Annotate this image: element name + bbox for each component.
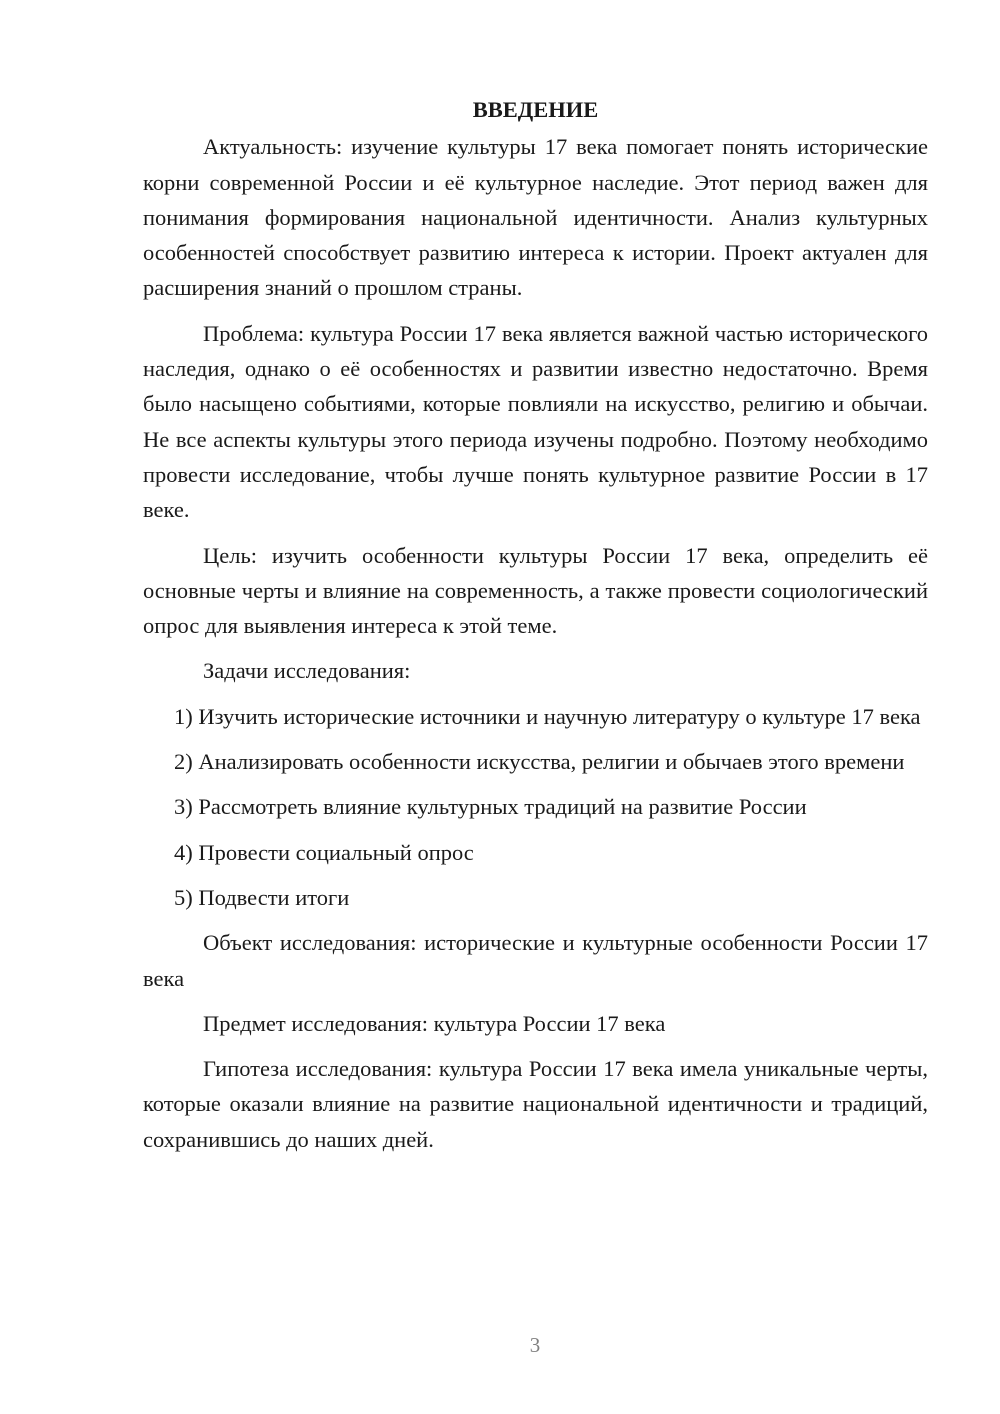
section-heading: ВВЕДЕНИЕ [472,97,599,122]
task-item-3: 3) Рассмотреть влияние культурных традиций на развитие России [174,794,807,820]
tasks-label: Задачи исследования: [203,658,411,684]
task-item-1: 1) Изучить исторические источники и научную литературу о культуре 17 века [174,703,921,729]
paragraph-subject: Предмет исследования: культура России 17 века [203,1010,666,1036]
page-number: 3 [529,1333,541,1357]
task-item-2: 2) Анализировать особенности искусства, религии и обычаев этого времени [174,749,905,775]
paragraph-object: Объект исследования: исторические и культурные особенности России 17 века [143,930,928,991]
paragraph-hypothesis: Гипотеза исследования: культура России 17 века имела уникальные черты, которые оказали влияние на развитие национальной идентичности и традиций, сохранившись до наших дней. [143,1056,928,1152]
paragraph-relevance: Актуальность: изучение культуры 17 века помогает понять исторические корни современной России и её культурное наследие. Этот период важен для понимания формирования национальной идентичности. Анализ культурных особенностей способствует развитию интереса к истории. Проект актуален для расширения знаний о прошлом страны. [143,134,928,301]
task-list [143,699,928,915]
paragraph-goal: Цель: изучить особенности культуры России 17 века, определить её основные черты и влияние на современность, а также провести социологический опрос для выявления интереса к этой теме. [143,542,928,639]
paragraph-problem: Проблема: культура России 17 века является важной частью исторического наследия, однако о её особенностях и развитии известно недостаточно. Время было насыщено событиями, которые повлияли на искусство, религию и обычаи. Не все аспекты культуры этого периода изучены подробно. Поэтому необходимо провести исследование, чтобы лучше понять культурное развитие России в 17 веке. [143,320,928,523]
task-item-5: 5) Подвести итоги [174,884,350,910]
task-item-4: 4) Провести социальный опрос [174,839,474,865]
document-page [143,92,928,1167]
